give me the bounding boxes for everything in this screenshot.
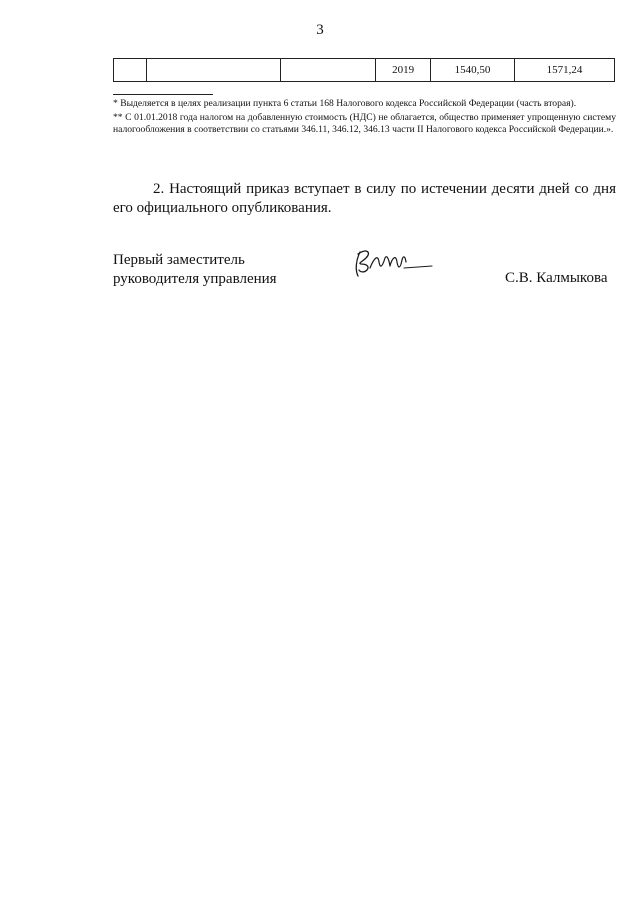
table-cell-blank-3 — [281, 59, 376, 82]
table-cell-year: 2019 — [376, 59, 431, 82]
footnotes — [113, 98, 616, 138]
signer-title — [113, 251, 277, 289]
rate-table — [113, 58, 615, 82]
signer-title-line-2: руководителя управления — [113, 271, 277, 287]
table-cell-blank-1 — [114, 59, 147, 82]
table-row — [114, 59, 615, 82]
table-cell-blank-2 — [146, 59, 281, 82]
clause-2-paragraph: 2. Настоящий приказ вступает в силу по истечении десяти дней со дня его официального опубликования. — [113, 181, 616, 216]
page-number: 3 — [316, 22, 324, 38]
handwritten-signature — [352, 246, 434, 282]
footnote-1: * Выделяется в целях реализации пункта 6 статьи 168 Налогового кодекса Российской Федерации (часть вторая). — [113, 98, 577, 109]
footnote-2: ** С 01.01.2018 года налогом на добавленную стоимость (НДС) не облагается, общество применяет упрощенную систему налогообложения в соответствии со статьями 346.11, 346.12, 346.13 части II Налогового кодекса Российской Федерации.». — [113, 111, 616, 135]
table-cell-value-1: 1540,50 — [430, 59, 514, 82]
footnote-separator — [113, 94, 213, 95]
table-cell-value-2: 1571,24 — [515, 59, 615, 82]
signer-title-line-1: Первый заместитель — [113, 252, 245, 268]
signer-name: С.В. Калмыкова — [505, 270, 608, 286]
